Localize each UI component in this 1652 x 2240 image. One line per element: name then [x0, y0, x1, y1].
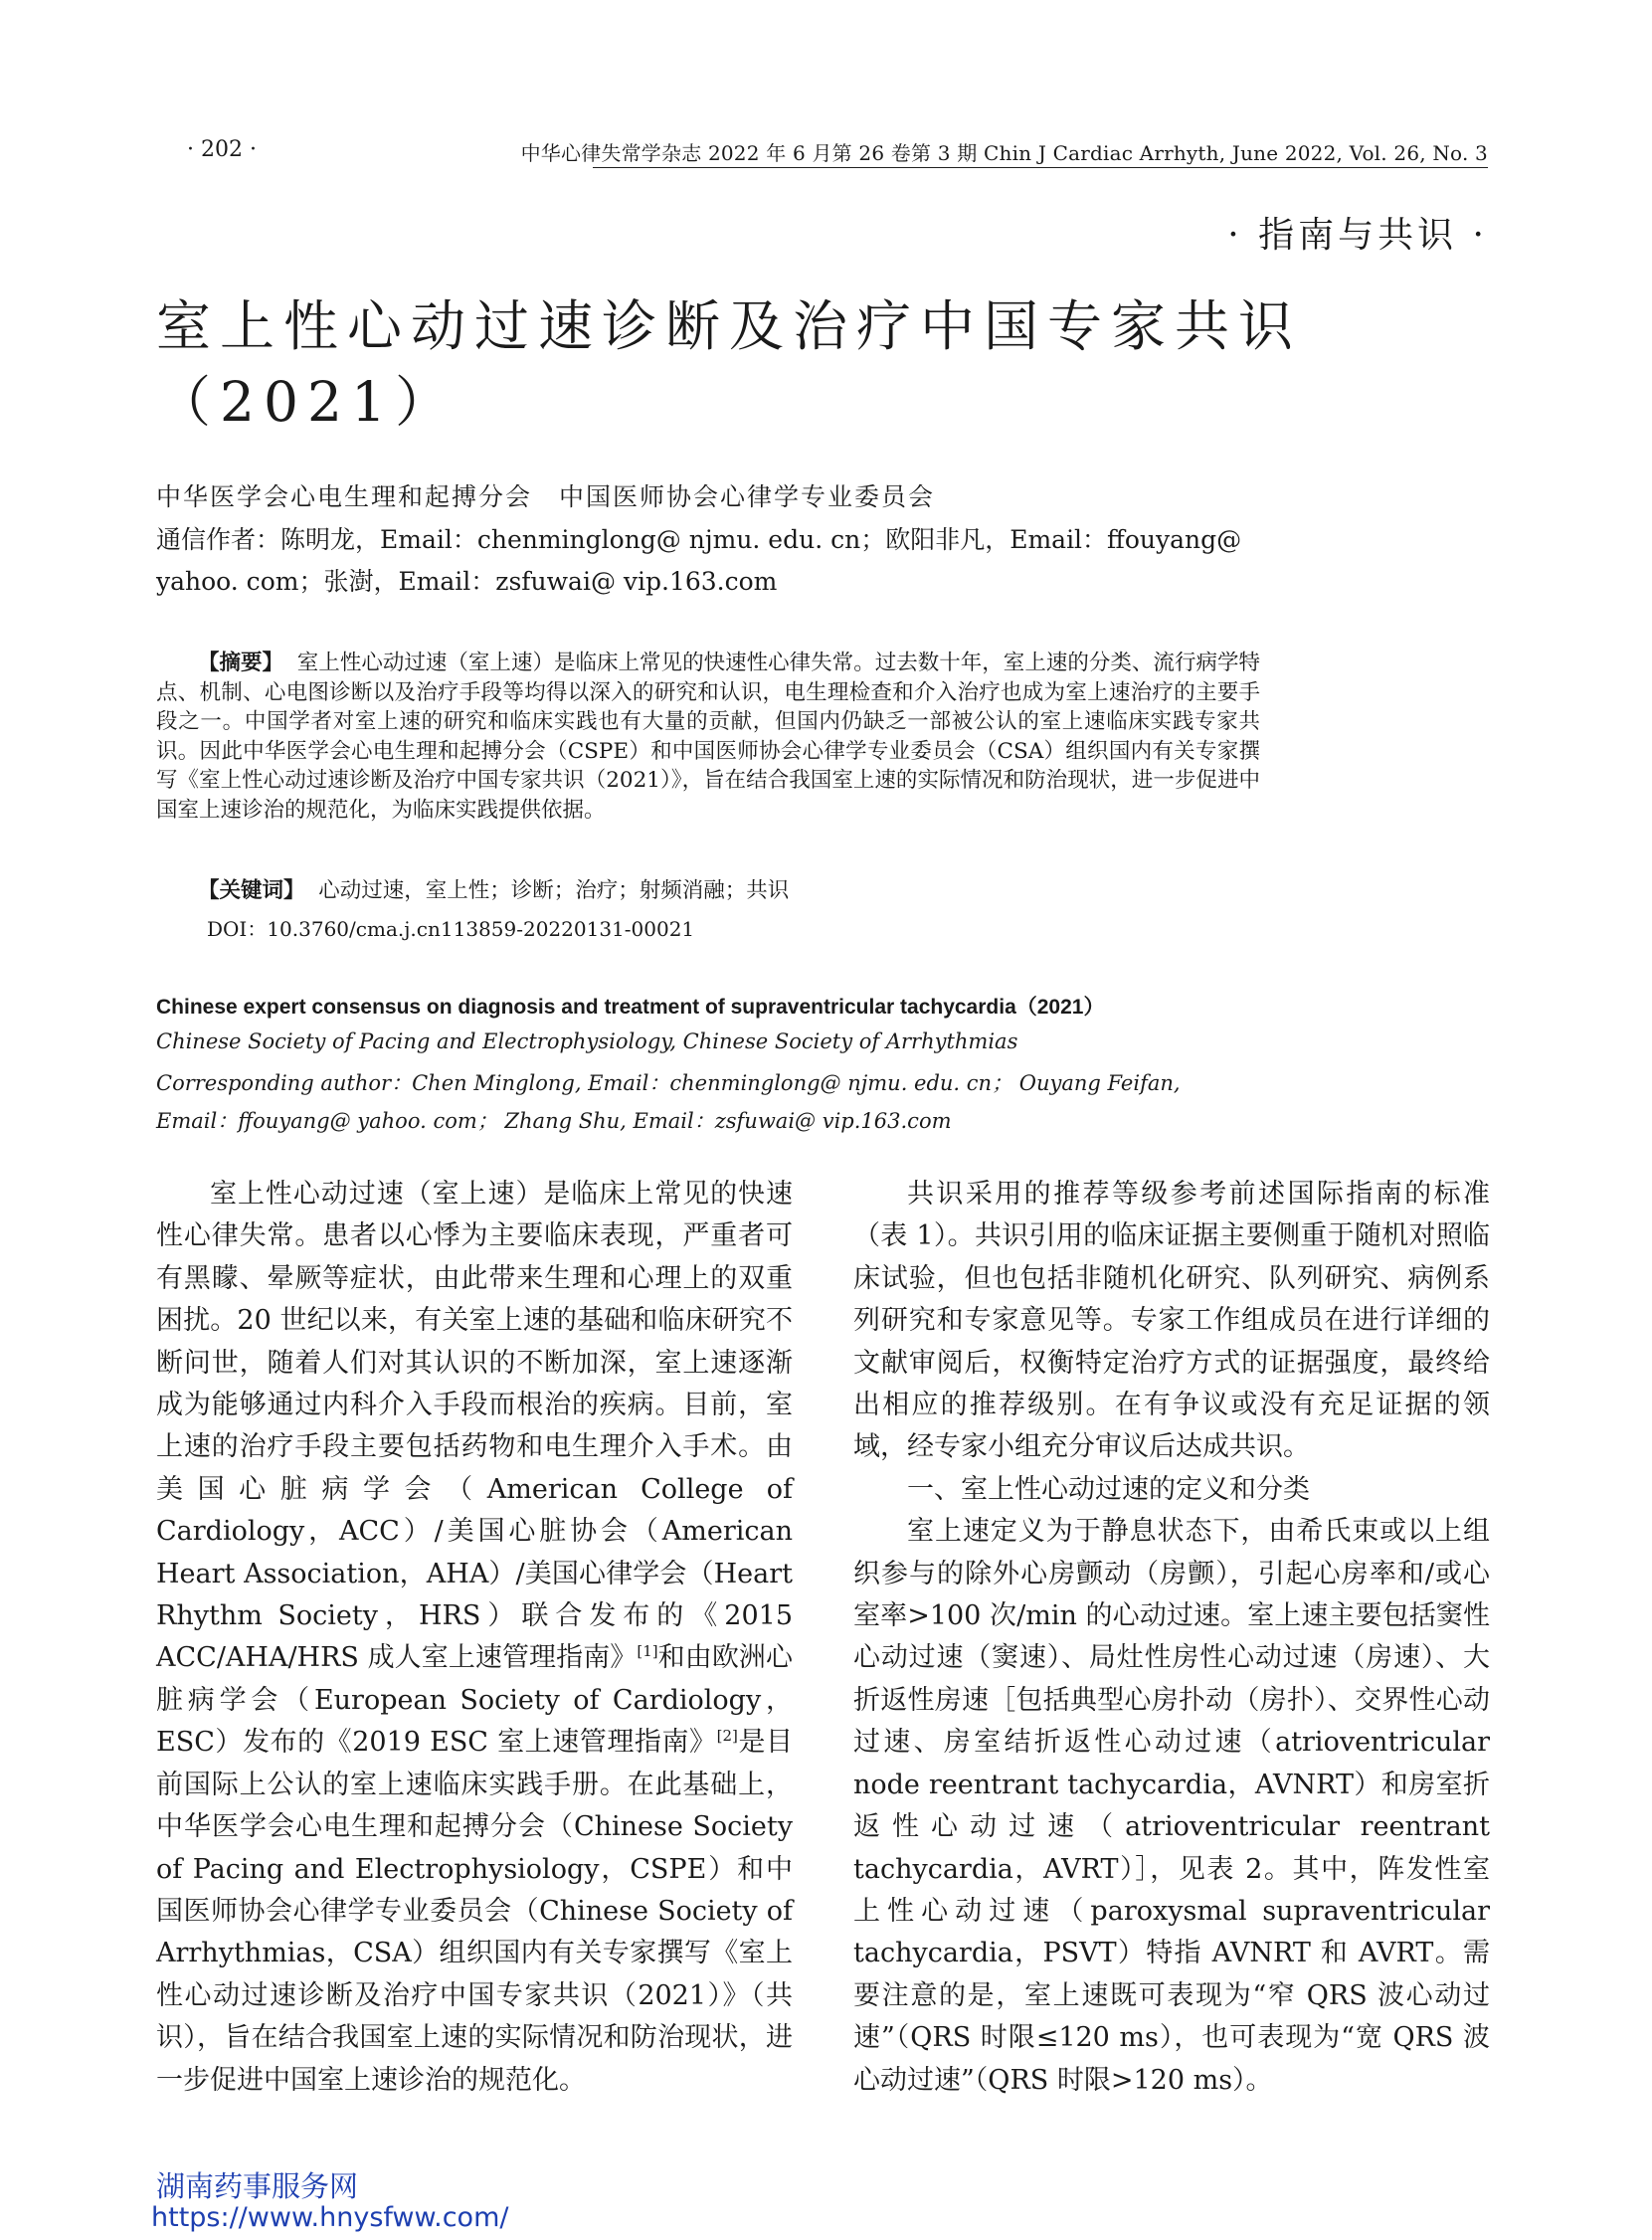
citation-1[interactable]: [1]: [637, 1642, 658, 1661]
header-rule: [593, 167, 1488, 168]
watermark-site-name: 湖南药事服务网: [156, 2169, 359, 2203]
english-corresponding-authors: Corresponding author：Chen Minglong, Email：chenminglong@ njmu. edu. cn； Ouyang Feifan, Email：ffouyang@ yahoo. com； Zhang Shu, Email：zsfuwai@ vip.163.com: [156, 1071, 1181, 1133]
author-organizations: 中华医学会心电生理和起搏分会 中国医师协会心律学专业委员会: [156, 482, 936, 511]
section-label: · 指南与共识 ·: [1227, 215, 1488, 256]
watermark-url[interactable]: https://www.hnysfww.com/: [151, 2202, 509, 2233]
corresponding-authors: 通信作者：陈明龙，Email：chenminglong@ njmu. edu. cn；欧阳非凡，Email：ffouyang@ yahoo. com；张澍，Email：zsfuwai@ vip.163.com: [156, 525, 1242, 596]
citation-2[interactable]: [2]: [716, 1727, 738, 1746]
journal-citation-line: 中华心律失常学杂志 2022 年 6 月第 26 卷第 3 期 Chin J Cardiac Arrhyth, June 2022, Vol. 26, No. 3: [520, 141, 1488, 165]
keywords: [198, 873, 789, 904]
english-organizations: Chinese Society of Pacing and Electrophysiology, Chinese Society of Arrhythmias: [156, 1029, 1018, 1053]
section-heading-definition: 一、室上性心动过速的定义和分类: [907, 1473, 1310, 1505]
paragraph-definition: 室上速定义为于静息状态下，由希氏束或以上组织参与的除外心房颤动（房颤），引起心房率和/或心室率>100 次/min 的心动过速。室上速主要包括窦性心动过速（窦速）、局灶性房性心动过速（房速）、大折返性房速［包括典型心房扑动（房扑）、交界性心动过速、房室结折返性心动过速（atrioventricular node reentrant tachycardia，AVNRT）和房室折返性心动过速（atrioventricular reentrant tachycardia，AVRT）］，见表 2。其中，阵发性室上性心动过速（paroxysmal supraventricular tachycardia，PSVT）特指 AVNRT 和 AVRT。需要注意的是，室上速既可表现为“窄 QRS 波心动过速”（QRS 时限≤120 ms），也可表现为“宽 QRS 波心动过速”（QRS 时限>120 ms）。: [853, 1516, 1490, 2096]
article-title: 室上性心动过速诊断及治疗中国专家共识（2021）: [156, 294, 1303, 434]
doi: DOI：10.3760/cma.j.cn113859-20220131-00021: [207, 917, 695, 941]
keywords-label: 【关键词】: [198, 878, 305, 903]
abstract-label: 【摘要】: [198, 651, 284, 675]
abstract-text: 室上性心动过速（室上速）是临床上常见的快速性心律失常。过去数十年，室上速的分类、流行病学特点、机制、心电图诊断以及治疗手段等均得以深入的研究和认识，电生理检查和介入治疗也成为室上速治疗的主要手段之一。中国学者对室上速的研究和临床实践也有大量的贡献，但国内仍缺乏一部被公认的室上速临床实践专家共识。因此中华医学会心电生理和起搏分会（CSPE）和中国医师协会心律学专业委员会（CSA）组织国内有关专家撰写《室上性心动过速诊断及治疗中国专家共识（2021）》，旨在结合我国室上速的实际情况和防治现状，进一步促进中国室上速诊治的规范化，为临床实践提供依据。: [156, 651, 1260, 823]
keywords-text: 心动过速，室上性；诊断；治疗；射频消融；共识: [318, 878, 790, 903]
english-title: Chinese expert consensus on diagnosis and treatment of supraventricular tachycardia（2021）: [156, 996, 1105, 1019]
intro-text-part3: 是目前国际上公认的室上速临床实践手册。在此基础上，中华医学会心电生理和起搏分会（Chinese Society of Pacing and Electrophysiology，CSPE）和中国医师协会心律学专业委员会（Chinese Society of Arrhythmias，CSA）组织国内有关专家撰写《室上性心动过速诊断及治疗中国专家共识（2021）》（共识），旨在结合我国室上速的实际情况和防治现状，进一步促进中国室上速诊治的规范化。: [156, 1727, 794, 2096]
body-column-right: [853, 1174, 1490, 2102]
intro-text-part2: 和由欧洲心脏病学会（European Society of Cardiology，ESC）发布的《2019 ESC 室上速管理指南》: [156, 1642, 793, 1759]
intro-text-part1: 室上性心动过速（室上速）是临床上常见的快速性心律失常。患者以心悸为主要临床表现，严重者可有黑矇、晕厥等症状，由此带来生理和心理上的双重困扰。20 世纪以来，有关室上速的基础和临床研究不断问世，随着人们对其认识的不断加深，室上速逐渐成为能够通过内科介入手段而根治的疾病。目前，室上速的治疗手段主要包括药物和电生理介入手术。由美国心脏病学会（American College of Cardiology，ACC）/美国心脏协会（American Heart Association，AHA）/美国心律学会（Heart Rhythm Society，HRS）联合发布的《2015 ACC/AHA/HRS 成人室上速管理指南》: [156, 1179, 793, 1674]
paragraph-introduction: [156, 1174, 793, 2102]
paragraph-recommendation: 共识采用的推荐等级参考前述国际指南的标准（表 1）。共识引用的临床证据主要侧重于随机对照临床试验，但也包括非随机化研究、队列研究、病例系列研究和专家意见等。专家工作组成员在进行详细的文献审阅后，权衡特定治疗方式的证据强度，最终给出相应的推荐级别。在有争议或没有充足证据的领域，经专家小组充分审议后达成共识。: [853, 1179, 1490, 1463]
abstract: [156, 649, 1260, 825]
page-number: · 202 ·: [187, 137, 257, 162]
body-column-left: [156, 1174, 793, 2102]
